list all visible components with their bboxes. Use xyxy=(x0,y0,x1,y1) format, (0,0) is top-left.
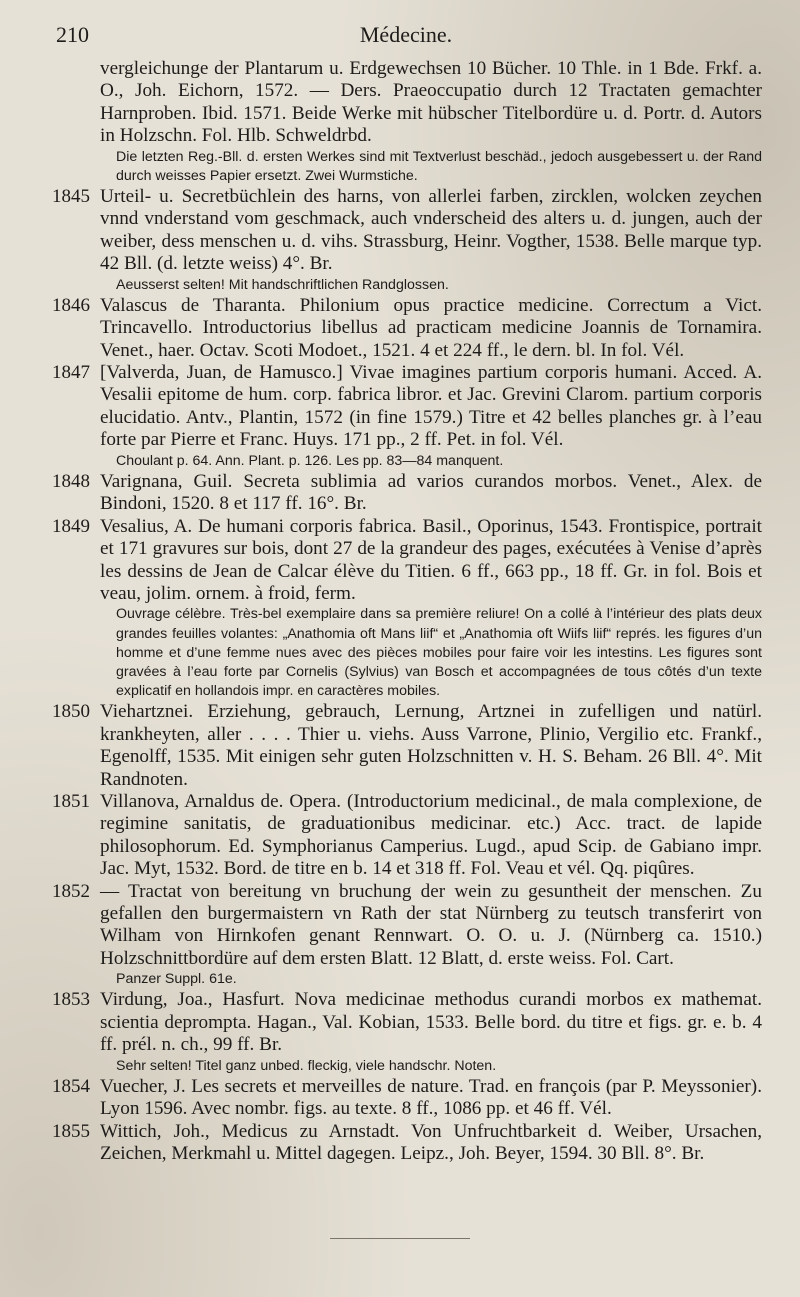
catalog-entry xyxy=(0,362,800,471)
catalog-entry xyxy=(0,516,800,702)
page-header xyxy=(56,22,756,54)
running-title: Médecine. xyxy=(359,22,453,47)
catalog-entry xyxy=(0,471,800,516)
catalog-entry xyxy=(0,186,800,295)
catalog-entry xyxy=(0,1076,800,1121)
entry-number: 1851 xyxy=(52,790,90,812)
entry-text: Urteil- u. Secretbüchlein des harns, von allerlei farben, zircklen, wolcken zeychen vnnd vnderstand vom geschmack, auch vnderscheid des alters u. d. jungen, auch der weiber, dess menschen u. d. vihs. Strassburg, Heinr. Vogther, 1538. Belle marque typ. 42 Bll. (d. letzte weiss) 4°. Br. xyxy=(100,186,762,275)
page-number: 210 xyxy=(56,22,89,47)
catalog-entries xyxy=(0,58,800,1165)
entry-text: Viehartznei. Erziehung, gebrauch, Lernung, Artznei in zufelligen und natürl. krankheyten, aller . . . . Thier u. viehs. Auss Varrone, Plinio, Vergilio etc. Frankf., Egenolff, 1535. Mit einigen sehr guten Holzschnitten v. H. S. Beham. 26 Bll. 4°. Mit Randnoten. xyxy=(100,701,762,790)
entry-text: — Tractat von bereitung vn bruchung der wein zu gesuntheit der menschen. Zu gefallen den burgermaistern vn Rath der stat Nürnberg zu teutsch transferirt von Wilham von Hirnkofen genant Rennwart. O. O. u. J. (Nürnberg ca. 1510.) Holzschnittbordüre auf dem ersten Blatt. 12 Blatt, d. erste weiss. Fol. Cart. xyxy=(100,880,762,969)
entry-number: 1849 xyxy=(52,515,90,537)
catalog-entry xyxy=(0,701,800,791)
entry-text: Vuecher, J. Les secrets et merveilles de nature. Trad. en françois (par P. Meyssonier). Lyon 1596. Avec nombr. figs. au texte. 8 ff., 1086 pp. et 46 ff. Vél. xyxy=(100,1075,762,1120)
entry-number: 1852 xyxy=(52,880,90,902)
entry-text: Vesalius, A. De humani corporis fabrica. Basil., Oporinus, 1543. Frontispice, portrait et 171 gravures sur bois, dont 27 de la grandeur des pages, exécutées à Venise d’après les dessins de Jean de Calcar élève du Titien. 6 ff., 663 pp., 18 ff. Gr. in fol. Bois et veau, jolim. ornem. à froid, ferm. xyxy=(100,515,762,604)
catalog-entry xyxy=(0,989,800,1075)
entry-number: 1853 xyxy=(52,989,90,1011)
entry-text: vergleichunge der Plantarum u. Erdgewechsen 10 Bücher. 10 Thle. in 1 Bde. Frkf. a. O., Joh. Eichorn, 1572. — Ders. Praeoccupatio durch 12 Tractaten gemachter Harnproben. Ibid. 1571. Beide Werke mit hübscher Titelbordüre u. d. Portr. d. Autors in Holzschn. Fol. Hlb. Schweldrbd. xyxy=(100,58,762,147)
entry-note: Choulant p. 64. Ann. Plant. p. 126. Les pp. 83—84 manquent. xyxy=(116,452,504,469)
catalog-entry xyxy=(0,58,800,186)
catalog-entry xyxy=(0,1121,800,1166)
entry-number: 1854 xyxy=(52,1075,90,1097)
entry-note: Ouvrage célèbre. Très-bel exemplaire dans sa première reliure! On a collé à l’intérieur des plats deux grandes feuilles volantes: „Anathomia oft Mans liif“ et „Anathomia oft Wiifs liif“ représ. les figures d’un homme et d’une femme nues avec des pièces mobiles pour faire voir les intestins. Les figures sont gravées à l’eau forte par Cornelis (Sylvius) van Bosch et accompagnées de tous côtés d’un texte explicatif en hollandois impr. en caractères mobiles. xyxy=(116,606,762,700)
entry-note: Sehr selten! Titel ganz unbed. fleckig, viele handschr. Noten. xyxy=(116,1057,497,1074)
entry-text: Wittich, Joh., Medicus zu Arnstadt. Von Unfruchtbarkeit d. Weiber, Ursachen, Zeichen, Merkmahl u. Mittel dagegen. Leipz., Joh. Beyer, 1594. 30 Bll. 8°. Br. xyxy=(100,1120,762,1165)
end-rule xyxy=(330,1238,470,1239)
entry-number: 1848 xyxy=(52,470,90,492)
entry-number: 1855 xyxy=(52,1120,90,1142)
entry-text: Varignana, Guil. Secreta sublimia ad varios curandos morbos. Venet., Alex. de Bindoni, 1520. 8 et 117 ff. 16°. Br. xyxy=(100,470,762,515)
entry-text: Villanova, Arnaldus de. Opera. (Introductorium medicinal., de mala complexione, de regimine sanitatis, de graduationibus medicinar. etc.) Acc. tract. de lapide philosophorum. Ed. Symphorianus Camperius. Lugd., apud Scip. de Gabiano impr. Jac. Myt, 1532. Bord. de titre en b. 14 et 318 ff. Fol. Veau et vél. Qq. piqûres. xyxy=(100,790,762,880)
catalog-entry xyxy=(0,295,800,362)
entry-note: Panzer Suppl. 61e. xyxy=(116,971,237,988)
catalog-entry xyxy=(0,791,800,881)
entry-note: Aeusserst selten! Mit handschriftlichen Randglossen. xyxy=(116,276,449,293)
entry-text: [Valverda, Juan, de Hamusco.] Vivae imagines partium corporis humani. Acced. A. Vesalii epitome de hum. corp. fabrica libror. et Jac. Grevini Clarom. partium corporis elucidatio. Antv., Plantin, 1572 (in fine 1579.) Titre et 42 belles planches gr. à l’eau forte par Pierre et Franc. Huys. 171 pp., 2 ff. Pet. in fol. Vél. xyxy=(100,362,762,451)
entry-number: 1850 xyxy=(52,701,90,723)
entry-note: Die letzten Reg.-Bll. d. ersten Werkes sind mit Textverlust beschäd., jedoch ausgebessert u. der Rand durch weisses Papier ersetzt. Zwei Wurmstiche. xyxy=(116,148,762,184)
entry-number: 1846 xyxy=(52,294,90,316)
catalog-entry xyxy=(0,881,800,990)
entry-text: Valascus de Tharanta. Philonium opus practice medicine. Correctum a Vict. Trincavello. Introductorius libellus ad practicam medicine Joannis de Tornamira. Venet., haer. Octav. Scoti Modoet., 1521. 4 et 224 ff., le dern. bl. In fol. Vél. xyxy=(100,294,762,361)
entry-number: 1847 xyxy=(52,362,90,384)
entry-text: Virdung, Joa., Hasfurt. Nova medicinae methodus curandi morbos ex mathemat. scientia deprompta. Hagan., Val. Kobian, 1533. Belle bord. du titre et figs. gr. e. b. 4 ff. prél. n. ch., 99 ff. Br. xyxy=(100,989,762,1056)
entry-number: 1845 xyxy=(52,186,90,208)
